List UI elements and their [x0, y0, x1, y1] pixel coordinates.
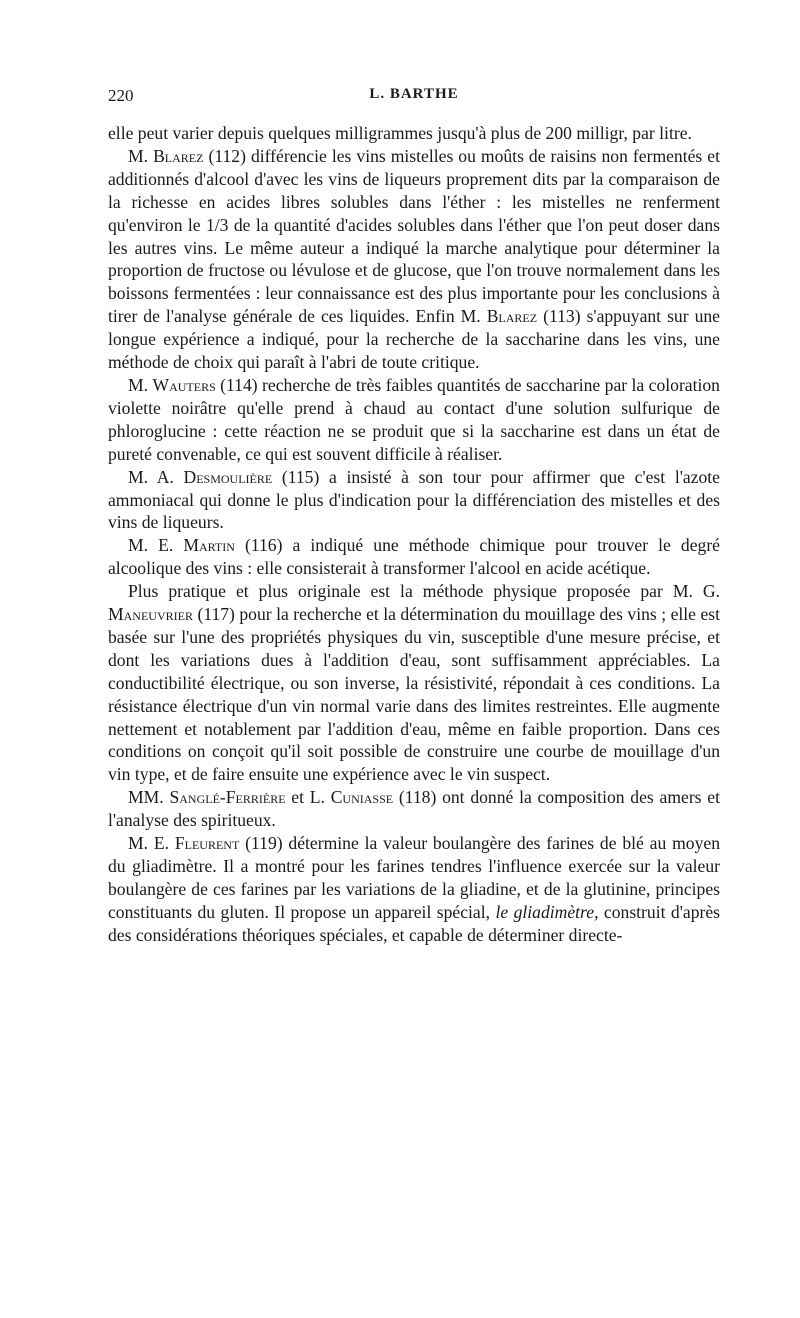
running-head: L. BARTHE — [369, 86, 459, 102]
paragraph: elle peut varier depuis quelques milligrammes jusqu'à plus de 200 milligr, par litre. — [108, 123, 692, 143]
author-name: Blarez — [486, 306, 538, 327]
page-header — [108, 86, 720, 110]
author-name: Wauters — [152, 374, 216, 395]
paragraph: M. E. Fleurent (119) détermine la valeur boulangère des farines de blé au moyen du gliadimètre. Il a montré pour les farines tendres l'influence exercée sur la valeur boulangère de ces farines par les variations de la gliadine, et de la glutinine, principes constituants du gluten. Il propose un appareil spécial, le gliadimètre, construit d'après des considérations théoriques spéciales, et capable de déterminer directe- — [108, 833, 721, 945]
page-number: 220 — [108, 86, 134, 105]
paragraph: M. E. Martin (116) a indiqué une méthode chimique pour trouver le degré alcoolique des vins : elle consisterait à transformer l'alcool en acide acétique. — [108, 535, 720, 579]
paragraph: M. Blarez (112) différencie les vins mistelles ou moûts de raisins non fermentés et additionnés d'alcool d'avec les vins de liqueurs proprement dits par la comparaison de la richesse en acides libres solubles dans l'éther : les mistelles ne renferment qu'environ le 1/3 de la quantité d'acides solubles dans l'éther que l'on peut doser dans les autres vins. Le même auteur a indiqué la marche analytique pour déterminer la proportion de fructose ou lévulose et de glucose, que l'on trouve normalement dans les boissons fermentées : leur connaissance est des plus importante pour les conclusions à tirer de l'analyse générale de ces liquides. Enfin M. Blarez (113) s'appuyant sur une longue expérience a indiqué, pour la recherche de la saccharine dans les vins, une méthode de choix qui paraît à l'abri de toute critique. — [108, 145, 720, 373]
paragraph: MM. Sanglé-Ferrière et L. Cuniasse (118) ont donné la composition des amers et l'analyse des spiritueux. — [108, 787, 720, 831]
paragraph: M. A. Desmoulière (115) a insisté à son tour pour affirmer que c'est l'azote ammoniacal qui donne le plus d'indication pour la différenciation des mistelles et des vins de liqueurs. — [108, 466, 720, 533]
author-name: Blarez — [153, 145, 204, 166]
author-name: Sanglé-Ferrière — [169, 787, 286, 808]
author-name: Desmoulière — [183, 466, 273, 487]
paragraph: M. Wauters (114) recherche de très faibles quantités de saccharine par la coloration violette noirâtre qu'elle prend à chaud au contact d'une solution sulfurique de phloroglucine : cette réaction ne se produit que si la saccharine est dans un état de pureté convenable, ce qui est souvent difficile à réaliser. — [108, 374, 720, 464]
author-name: Maneuvrier — [108, 604, 193, 625]
body-text — [108, 122, 720, 947]
instrument-name: le gliadimètre — [495, 901, 595, 922]
author-name: Cuniasse — [330, 787, 394, 808]
author-name: Martin — [183, 535, 235, 556]
author-name: Fleurent — [174, 833, 240, 854]
paragraph: Plus pratique et plus originale est la méthode physique proposée par M. G. Maneuvrier (117) pour la recherche et la détermination du mouillage des vins ; elle est basée sur l'une des propriétés physiques du vin, susceptible d'une mesure précise, et dont les variations dues à l'addition d'eau, sont suffisamment appréciables. La conductibilité électrique, ou son inverse, la résistivité, répondait à ces conditions. La résistance électrique d'un vin normal varie dans des limites restreintes. Elle augmente nettement et notablement par l'addition d'eau, même en faible proportion. Dans ces conditions on conçoit qu'il soit possible de construire une courbe de mouillage d'un vin type, et de faire ensuite une expérience avec le vin suspect. — [108, 581, 720, 785]
